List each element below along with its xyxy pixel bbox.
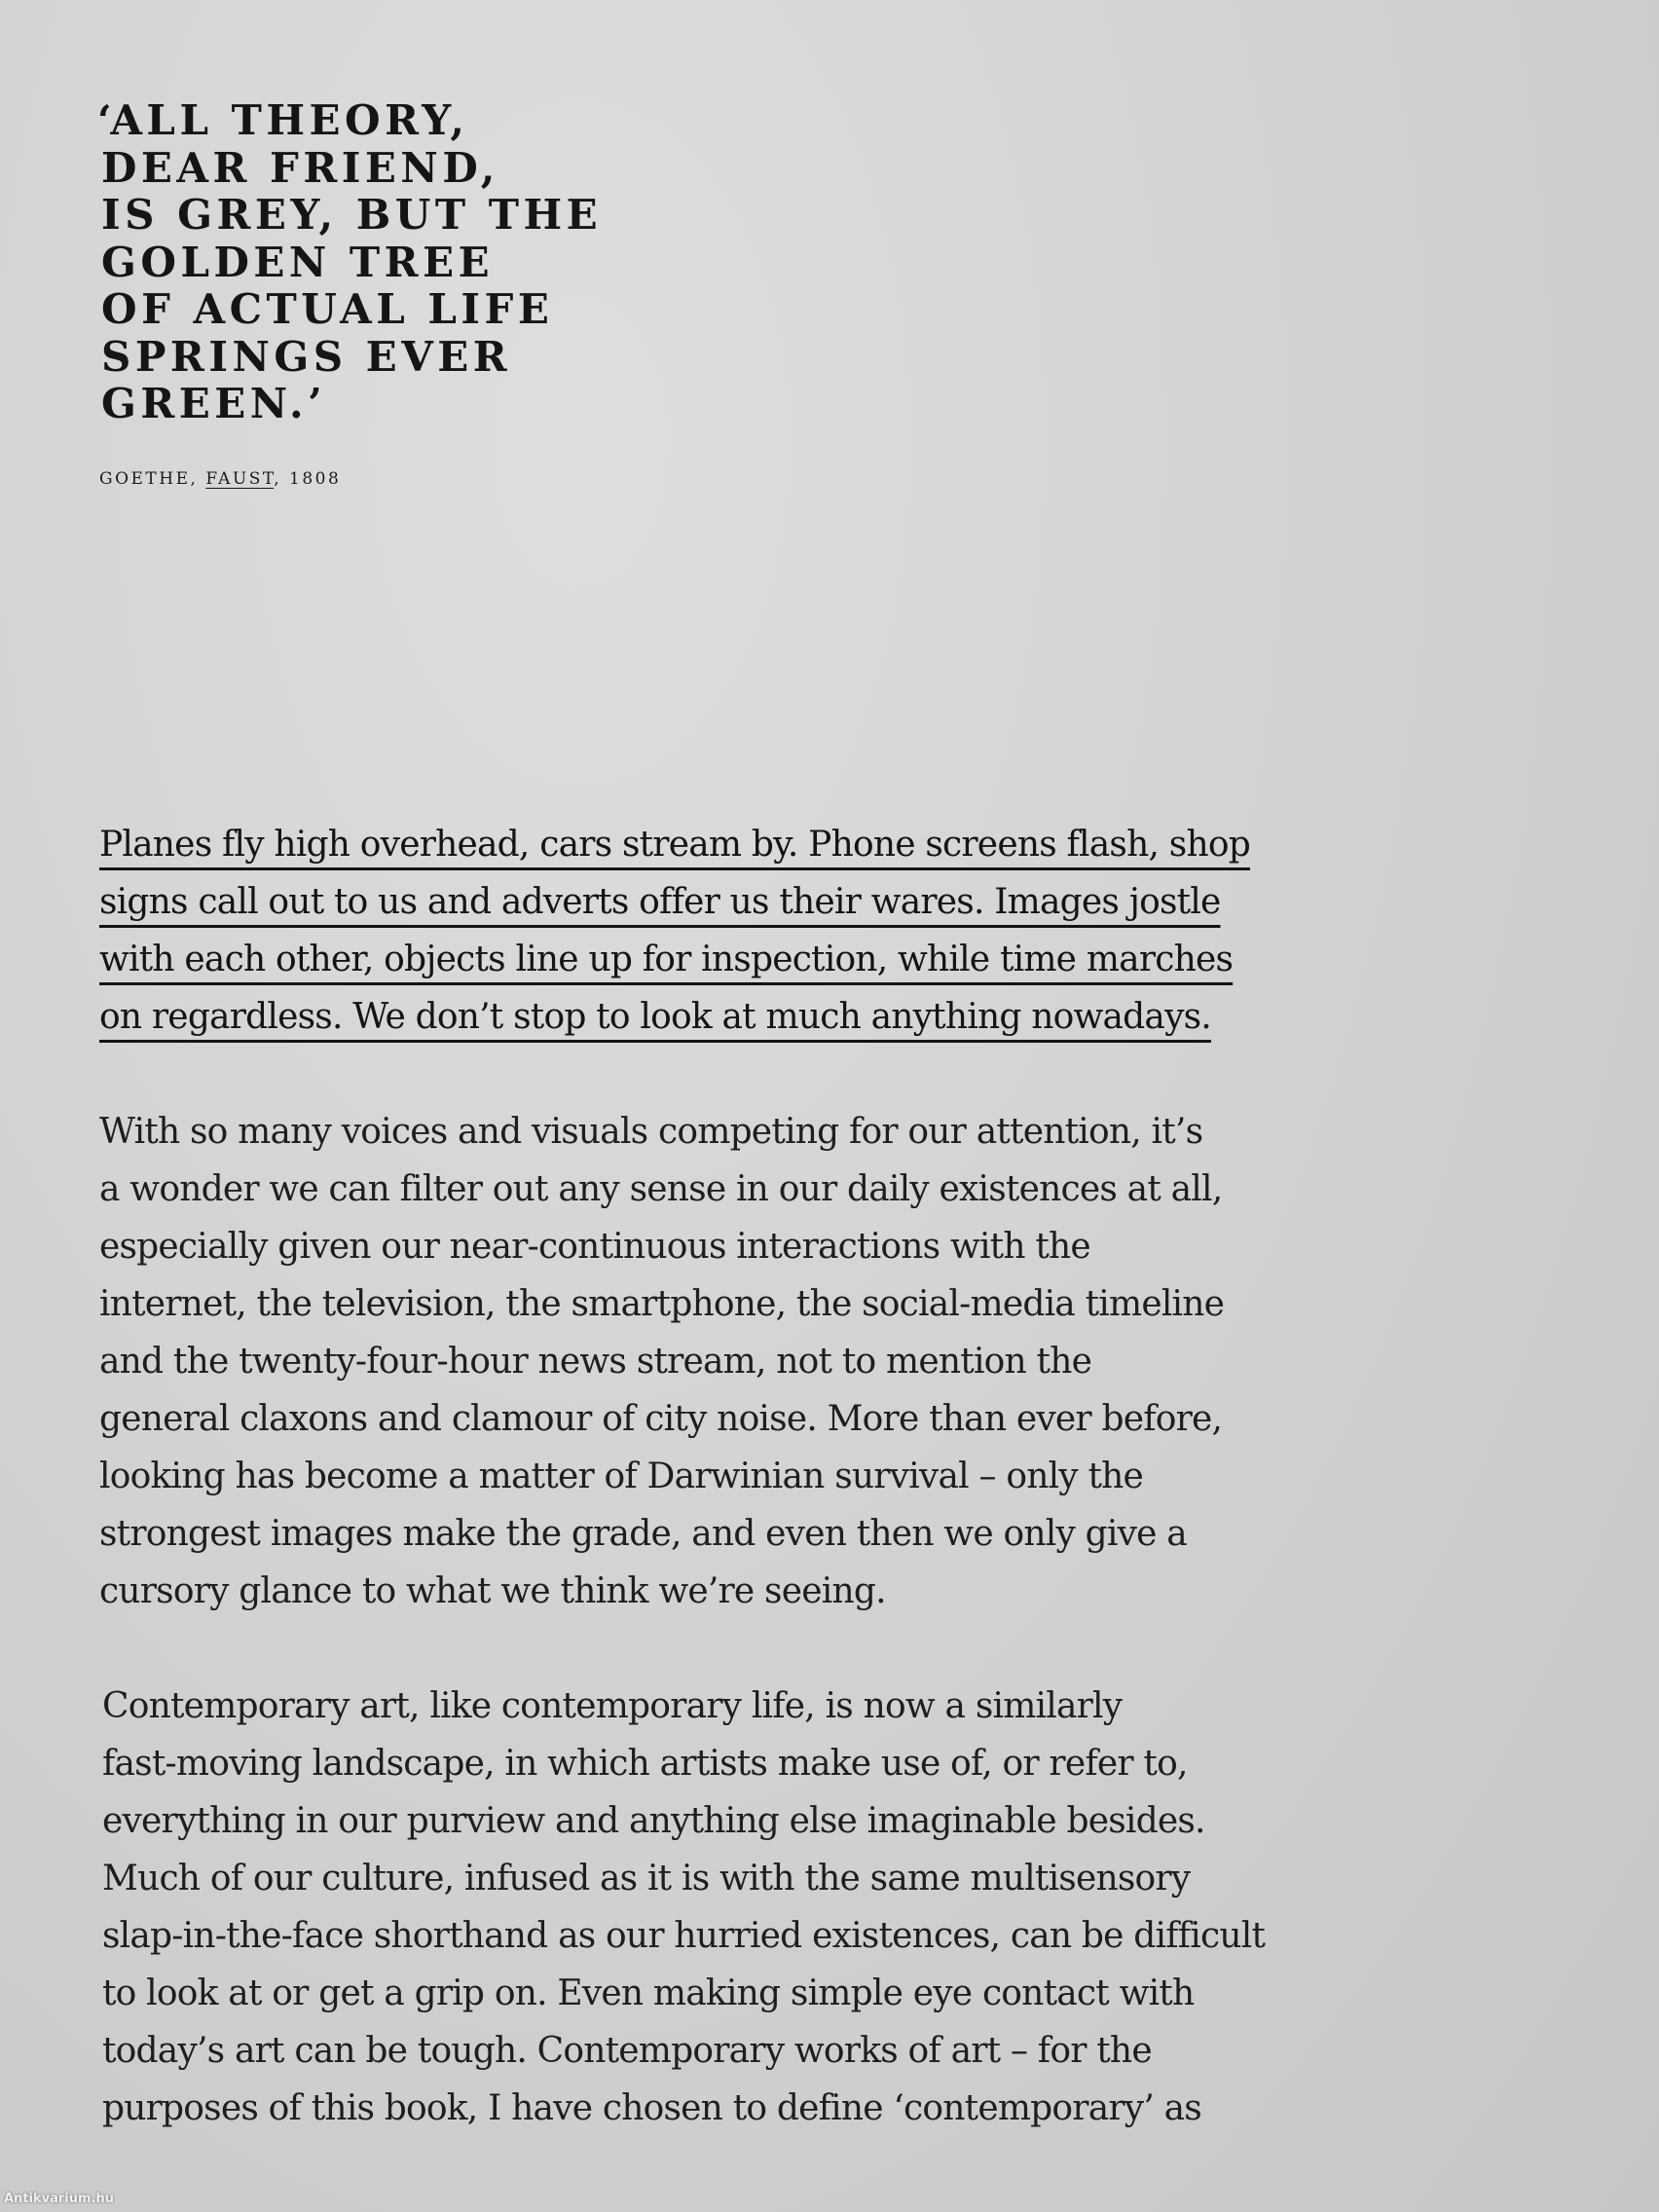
attribution-year: , 1808	[274, 468, 342, 489]
epigraph-attribution	[97, 469, 701, 489]
text-line: especially given our near-continuous interactions with the	[99, 1227, 1090, 1267]
body-text	[99, 816, 1326, 2194]
text-line: Planes fly high overhead, cars stream by. Phone screens flash, shop	[99, 825, 1250, 865]
attribution-author: GOETHE,	[99, 468, 206, 489]
text-line: internet, the television, the smartphone, the social-media timeline	[99, 1284, 1225, 1324]
text-line: today’s art can be tough. Contemporary works of art – for the	[102, 2031, 1152, 2071]
epigraph-line: IS GREY, BUT THE	[101, 191, 603, 239]
text-line: fast-moving landscape, in which artists make use of, or refer to,	[102, 1744, 1188, 1784]
epigraph-line: DEAR FRIEND,	[101, 143, 499, 192]
paragraph	[99, 1103, 1326, 1620]
text-line: on regardless. We don’t stop to look at much anything nowadays.	[99, 997, 1211, 1037]
text-line: purposes of this book, I have chosen to define ‘contemporary’ as	[102, 2088, 1201, 2128]
text-line: everything in our purview and anything else imaginable besides.	[102, 1801, 1205, 1841]
watermark: Antikvarium.hu	[4, 2192, 114, 2206]
text-line: signs call out to us and adverts offer us their wares. Images jostle	[99, 882, 1221, 922]
text-line: Contemporary art, like contemporary life, is now a similarly	[102, 1686, 1123, 1726]
attribution-work: FAUST	[205, 468, 275, 489]
text-line: cursory glance to what we think we’re seeing.	[99, 1571, 886, 1611]
epigraph-line: OF ACTUAL LIFE	[101, 285, 554, 333]
paragraph	[99, 1677, 1326, 2137]
epigraph-line: GOLDEN TREE	[101, 238, 495, 286]
text-line: to look at or get a grip on. Even making simple eye contact with	[102, 1973, 1195, 2013]
text-line: looking has become a matter of Darwinian survival – only the	[99, 1456, 1144, 1496]
epigraph-line: SPRINGS EVER	[101, 332, 512, 381]
text-line: general claxons and clamour of city noise. More than ever before,	[99, 1399, 1223, 1439]
text-line: Much of our culture, infused as it is with the same multisensory	[102, 1859, 1191, 1899]
text-line: slap-in-the-face shorthand as our hurried existences, can be difficult	[102, 1916, 1266, 1956]
epigraph	[97, 97, 701, 489]
text-line: with each other, objects line up for inspection, while time marches	[99, 940, 1234, 979]
text-line: a wonder we can filter out any sense in our daily existences at all,	[99, 1169, 1223, 1209]
text-line: and the twenty-four-hour news stream, not to mention the	[99, 1342, 1092, 1382]
text-line: strongest images make the grade, and even then we only give a	[99, 1514, 1187, 1554]
epigraph-line: ‘ALL THEORY,	[97, 96, 469, 144]
text-line: With so many voices and visuals competing for our attention, it’s	[99, 1112, 1203, 1152]
lead-paragraph	[99, 816, 1326, 1046]
epigraph-line: GREEN.’	[101, 380, 327, 427]
